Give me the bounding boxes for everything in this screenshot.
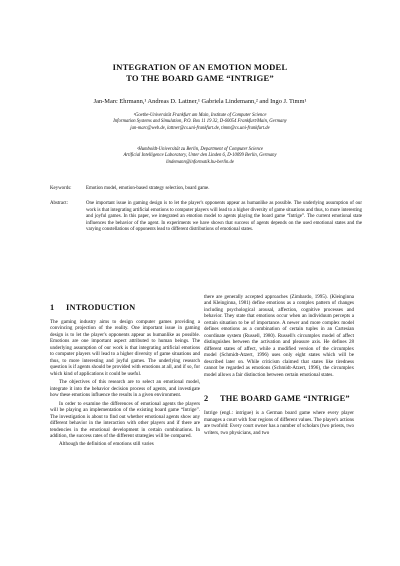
section-1-number: 1 xyxy=(50,303,55,312)
intro-paragraph-4: Although the definition of emotions still varies xyxy=(59,441,154,448)
affiliation-2-line-2: Artificial Intelligence Laboratory, Unter den Linden 6, D-10099 Berlin, Germany xyxy=(123,153,277,159)
paper-title-line-1: INTEGRATION OF AN EMOTION MODEL xyxy=(112,62,288,72)
section-2-title: THE BOARD GAME “INTRIGE” xyxy=(220,394,350,404)
left-column xyxy=(50,303,200,450)
section-gap xyxy=(204,380,354,394)
intro-paragraph-3: In order to examine the differences of emotional agents the players will be playing an implementation of the existing board game “Intrige”. The investigation is about to find out whether emotional agents show any different behavior in the interaction with other players and if there are tendencies in the emotional development in certain combinations. In addition, the success rates of the different strategies will be compared. xyxy=(50,400,200,439)
author-list: Jan-Marc Ehrmann,¹ Andreas D. Lattner,¹ Gabriela Lindemann,² and Ingo J. Timm¹ xyxy=(93,98,307,105)
intro-paragraph-2: The objectives of this research are to select an emotional model, integrate it into the behavior decision process of agents, and investigate how these emotions influence the results in a given environment. xyxy=(50,379,200,399)
abstract-label: Abstract: xyxy=(50,201,68,206)
keywords-text: Emotion model, emotion-based strategy selection, board game. xyxy=(86,186,210,191)
paper-title-line-2: TO THE BOARD GAME “INTRIGE” xyxy=(126,73,274,83)
board-game-paragraph-1: Intrige (engl.: intrigue) is a German board game where every player manages a court with four regions of different values. The player's actions are twofold: Every court owner has a number of scholars (two priests, two writers, two physicians, and two xyxy=(204,410,354,436)
affiliation-2 xyxy=(40,147,360,166)
section-2-heading xyxy=(204,394,354,404)
affiliation-1 xyxy=(40,113,360,132)
intro-continued-paragraph: there are generally accepted approaches (Zimbardo, 1995). (Kleinginna and Kleinginna, 1981) define emotions as a complex pattern of changes including psychological arousal, affection, cognitive processes and behavior. They state that emotions occur when an individuum percepts a certain situation to be of importance. A newer and more complex model defines emotions as a combination of certain tuples in an Cartesian coordinate system (Russell, 1980). Russell's circumplex model of affect distinguishes between the activation and pleasure axis. He defines 28 different states of affect, while a modified version of the circumplex model (Schmidt-Atzert, 1996) uses only eight states which will be described later on. While criticism claimed that states like tiredness cannot be regarded as emotions (Schmidt-Atzert, 1996), the circumplex model allows a fair distinction between certain emotional states. xyxy=(204,294,354,378)
affiliation-2-line-1: ²Humboldt-Universität zu Berlin, Department of Computer Science xyxy=(137,147,263,152)
section-2-number: 2 xyxy=(204,394,209,404)
keywords-label: Keywords: xyxy=(50,186,72,191)
affiliation-1-line-2: Information Systems and Simulation, P.O. Box 11 19 32, D-60054 Frankfurt/Main, Germany xyxy=(113,119,287,125)
intro-paragraph-1: The gaming industry aims to design computer games providing a convincing projection of the reality. One important issue in gaming design is to let the player's opponents appear as humanlike as possible. Emotions are one important aspect attributed to human beings. The underlying assumption of our work is that integrating artificial emotions to computer players will lead to a higher diversity of game situations and thus, to more interesting and joyful games. The underlying research question is if agents should be provided with emotions at all, and if so, for which kind of applications it could be useful. xyxy=(50,319,200,377)
section-1-title: INTRODUCTION xyxy=(66,303,136,312)
right-column xyxy=(204,294,354,438)
abstract-text: One important issue in gaming design is to let the player's opponents appear as humanlike as possible. The underlying assumption of our work is that integrating artificial emotions to computer players will lead to a higher diversity of game situations and thus, to more interesting and joyful games. In this paper, we integrated an emotion model to agents playing the board game “Intrige”. The current emotional state influences the behavior of the agent. In experiments we have shown that success of agents depends on the used emotional states and the varying constellations of opponents lead to different distributions of emotional states. xyxy=(86,201,362,232)
section-1-heading xyxy=(50,303,200,313)
affiliation-2-email: lindemann@informatik.hu-berlin.de xyxy=(166,159,234,165)
affiliation-1-emails: jan-marc@web.de, lattner@cs.uni-frankfurt.de, timm@cs.uni-frankfurt.de xyxy=(130,125,270,131)
affiliation-1-line-1: ¹Goethe-Universität Frankfurt am Main, Institute of Computer Science xyxy=(133,113,267,118)
